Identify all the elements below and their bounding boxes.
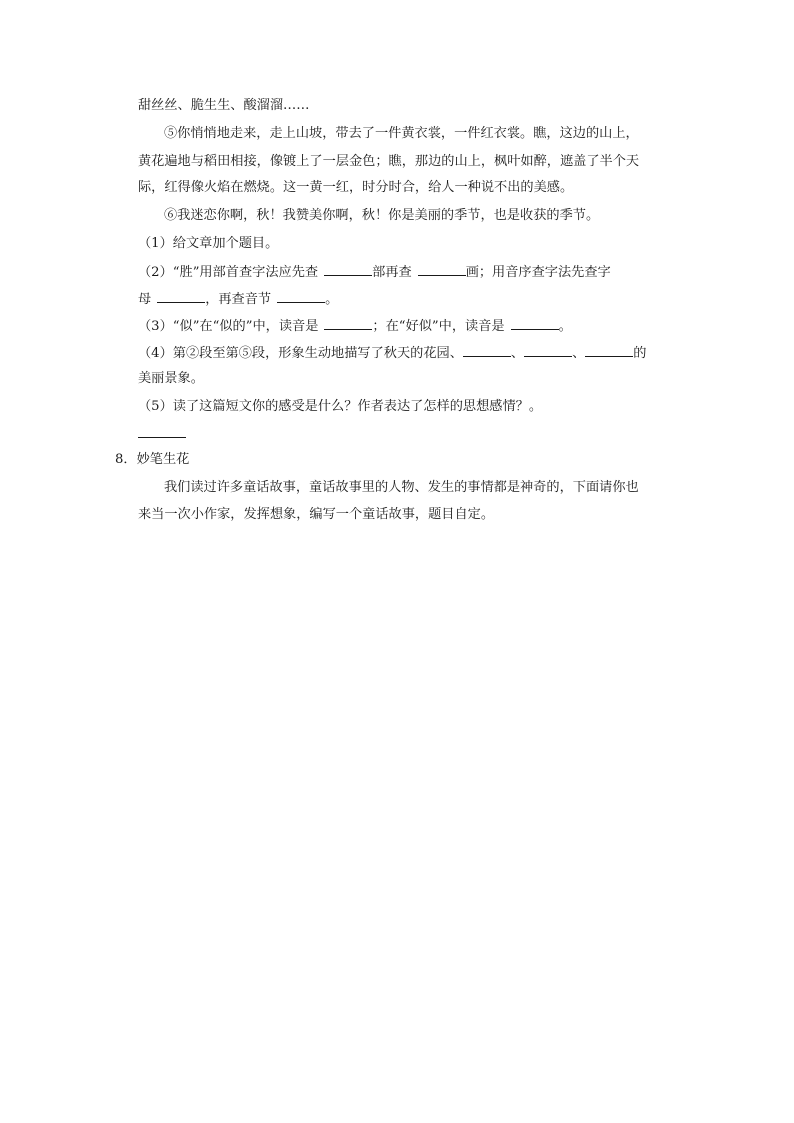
answer-blank-radical[interactable]: [324, 262, 372, 276]
answer-blank-strokes[interactable]: [418, 262, 466, 276]
paragraph-5-line-1: ⑤你悄悄地走来，走上山坡，带去了一件黄衣裳，一件红衣裳。瞧，这边的山上，: [164, 126, 639, 141]
answer-blank-scene-3[interactable]: [585, 343, 633, 357]
answer-blank-feelings[interactable]: [138, 437, 186, 438]
question-3: [138, 316, 572, 336]
answer-blank-pronunciation-2[interactable]: [511, 316, 559, 330]
question-2-text-e: ，再查音节: [205, 292, 272, 307]
section-8-body-line-1: 我们读过许多童话故事，童话故事里的人物、发生的事情都是神奇的，下面请你也: [164, 480, 639, 495]
question-2-line-1: [138, 262, 611, 282]
answer-blank-pronunciation-1[interactable]: [324, 316, 372, 330]
question-2-text-f: 。: [325, 292, 339, 307]
question-2-text-b: 部再查: [372, 265, 412, 280]
question-2-text-a: （2）“胜”用部首查字法应先查: [138, 265, 319, 280]
question-1: （1）给文章加个题目。: [138, 236, 279, 251]
question-5: （5）读了这篇短文你的感受是什么？作者表达了怎样的思想感情？。: [138, 399, 543, 414]
section-8-title: 8．妙笔生花: [115, 452, 190, 467]
passage-line-0: 甜丝丝、脆生生、酸溜溜……: [138, 98, 310, 113]
answer-blank-scene-1[interactable]: [463, 343, 511, 357]
question-3-text-b: ；在“好似”中，读音是: [372, 319, 505, 334]
answer-blank-initial-letter[interactable]: [157, 289, 205, 303]
question-4-text-b: 、: [510, 346, 525, 361]
question-2-text-d: 母: [138, 292, 152, 307]
question-2-text-c: 画；用音序查字法先查字: [465, 265, 611, 280]
question-4-line-1: [138, 343, 646, 363]
question-4-text-a: （4）第②段至第⑤段，形象生动地描写了秋天的花园、: [138, 346, 463, 361]
question-4-text-d: 的: [633, 346, 647, 361]
question-2-line-2: [138, 289, 338, 309]
question-3-text-a: （3）“似”在“似的”中，读音是: [138, 319, 319, 334]
question-4-line-2: 美丽景象。: [138, 371, 204, 386]
paragraph-6: ⑥我迷恋你啊，秋！我赞美你啊，秋！你是美丽的季节，也是收获的季节。: [164, 208, 600, 223]
paragraph-5-line-2: 黄花遍地与稻田相接，像镀上了一层金色；瞧，那边的山上，枫叶如醉，遮盖了半个天: [138, 154, 640, 169]
answer-blank-syllable[interactable]: [277, 289, 325, 303]
question-4-text-c: 、: [572, 346, 586, 361]
question-3-text-c: 。: [558, 319, 572, 334]
paragraph-5-line-3: 际，红得像火焰在燃烧。这一黄一红，时分时合，给人一种说不出的美感。: [138, 180, 574, 195]
section-8-body-line-2: 来当一次小作家，发挥想象，编写一个童话故事，题目自定。: [138, 507, 495, 522]
answer-blank-scene-2[interactable]: [524, 343, 572, 357]
